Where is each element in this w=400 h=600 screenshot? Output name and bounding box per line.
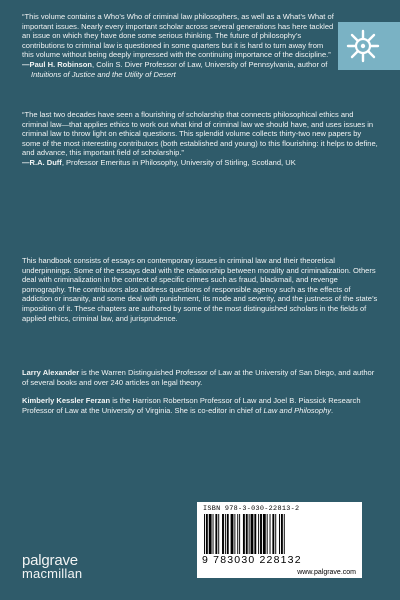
barcode-bar bbox=[267, 514, 268, 554]
editor-bio-2 bbox=[22, 396, 379, 415]
bio-1-paragraph bbox=[22, 368, 379, 387]
bio-2-work: Law and Philosophy bbox=[263, 405, 332, 415]
barcode-bar bbox=[215, 514, 217, 554]
barcode-bar bbox=[204, 514, 205, 554]
bio-2-end: . bbox=[331, 405, 334, 415]
quote-1-author: —Paul H. Robinson bbox=[22, 59, 93, 69]
publisher-name-line-1: palgrave bbox=[22, 552, 78, 569]
summary-text: This handbook consists of essays on contemporary issues in criminal law and their theoretical underpinnings. Some of the essays deal with the relationship between morality and criminalization. Others deal with criminalization in the context of specific crimes such as fraud, blackmail, and revenge pornography. The contributors also address questions of responsible agency such as the effects of addiction or insanity, and some deal with punishment, its mode and severity, and the justness of the state’s imposition of it. These chapters are authored by some of the most distinguished scholars in the fields of applied ethics, criminal law, and jurisprudence. bbox=[22, 256, 378, 323]
quote-1-author-role: , Colin S. Diver Professor of Law, University of Pennsylvania, author of bbox=[92, 59, 328, 69]
quote-2-attribution bbox=[22, 158, 379, 168]
publisher-name-line-2: macmillan bbox=[22, 566, 83, 581]
quote-1-author-work: Intuitions of Justice and the Utility of Desert bbox=[31, 69, 176, 79]
springer-logo bbox=[338, 22, 400, 70]
barcode-bar bbox=[234, 514, 235, 554]
barcode-digits: 9 783030 228132 bbox=[202, 554, 302, 566]
review-quote-2 bbox=[22, 110, 379, 168]
barcode-bar bbox=[263, 514, 266, 554]
barcode-image bbox=[203, 514, 318, 554]
isbn-label: ISBN 978-3-030-22813-2 bbox=[203, 505, 300, 513]
springer-chess-knight-icon bbox=[343, 26, 383, 66]
barcode-bar bbox=[209, 514, 212, 554]
barcode-bar bbox=[281, 514, 283, 554]
barcode-bar bbox=[254, 514, 256, 554]
bio-2-text: is the Harrison Robertson Professor of Law and Joel B. Piassick Research Professor of Law at the University of Virginia. She is co-editor in chief of bbox=[22, 396, 361, 415]
barcode-bar bbox=[246, 514, 248, 554]
editor-bio-1 bbox=[22, 368, 379, 387]
barcode-bar bbox=[206, 514, 208, 554]
barcode-bar bbox=[218, 514, 219, 554]
publisher-logo bbox=[22, 554, 82, 580]
bio-2-paragraph bbox=[22, 396, 379, 415]
barcode-bar bbox=[260, 514, 262, 554]
barcode-bar bbox=[222, 514, 224, 554]
bio-1-name: Larry Alexander bbox=[22, 368, 80, 377]
barcode-bar bbox=[258, 514, 259, 554]
review-quote-1 bbox=[22, 12, 337, 79]
quote-1-text: “This volume contains a Who’s Who of criminal law philosophers, as well as a What’s What of important issues. Nearly every important scholar across several generations has here tackled an issue on which they have done some serious thinking. The future of philosophy’s contributions to criminal law is questioned in some quarters but it is hard to turn away from this volume without being deeply impressed with the continuing importance of the discipline.” bbox=[22, 12, 334, 60]
barcode-bar bbox=[272, 514, 274, 554]
quote-1-attribution bbox=[22, 60, 337, 79]
bio-2-name: Kimberly Kessler Ferzan bbox=[22, 396, 111, 405]
barcode-bar bbox=[239, 514, 240, 554]
barcode-bar bbox=[237, 514, 238, 554]
barcode-bar bbox=[231, 514, 234, 554]
barcode-bar bbox=[251, 514, 254, 554]
barcode-bar bbox=[284, 514, 285, 554]
publisher-url: www.palgrave.com bbox=[297, 569, 356, 576]
barcode-bar bbox=[275, 514, 276, 554]
bio-1-text: is the Warren Distinguished Professor of Law at the University of San Diego, and author of several books and over 240 articles on legal theory. bbox=[22, 368, 375, 387]
barcode-bar bbox=[227, 514, 229, 554]
barcode-bar bbox=[213, 514, 214, 554]
barcode-bar bbox=[279, 514, 280, 554]
barcode-panel bbox=[197, 502, 362, 578]
barcode-bar bbox=[270, 514, 271, 554]
quote-2-author: —R.A. Duff bbox=[22, 157, 62, 167]
book-summary bbox=[22, 256, 379, 323]
quote-2-author-role: , Professor Emeritus in Philosophy, University of Stirling, Scotland, UK bbox=[61, 157, 296, 167]
barcode-bar bbox=[243, 514, 245, 554]
quote-2-text: “The last two decades have seen a flourishing of scholarship that connects philosophical ethics and criminal law—that applies ethics to work out what kind of criminal law we should have, and uses issues in criminal law to throw light on ethical questions. This splendid volume collects thirty-two new papers by some of the most interesting contributors (both established and young) to this flourishing: it helps to define, and advance, this important field of scholarship.” bbox=[22, 110, 378, 158]
barcode-bar bbox=[249, 514, 250, 554]
barcode-bar bbox=[225, 514, 226, 554]
